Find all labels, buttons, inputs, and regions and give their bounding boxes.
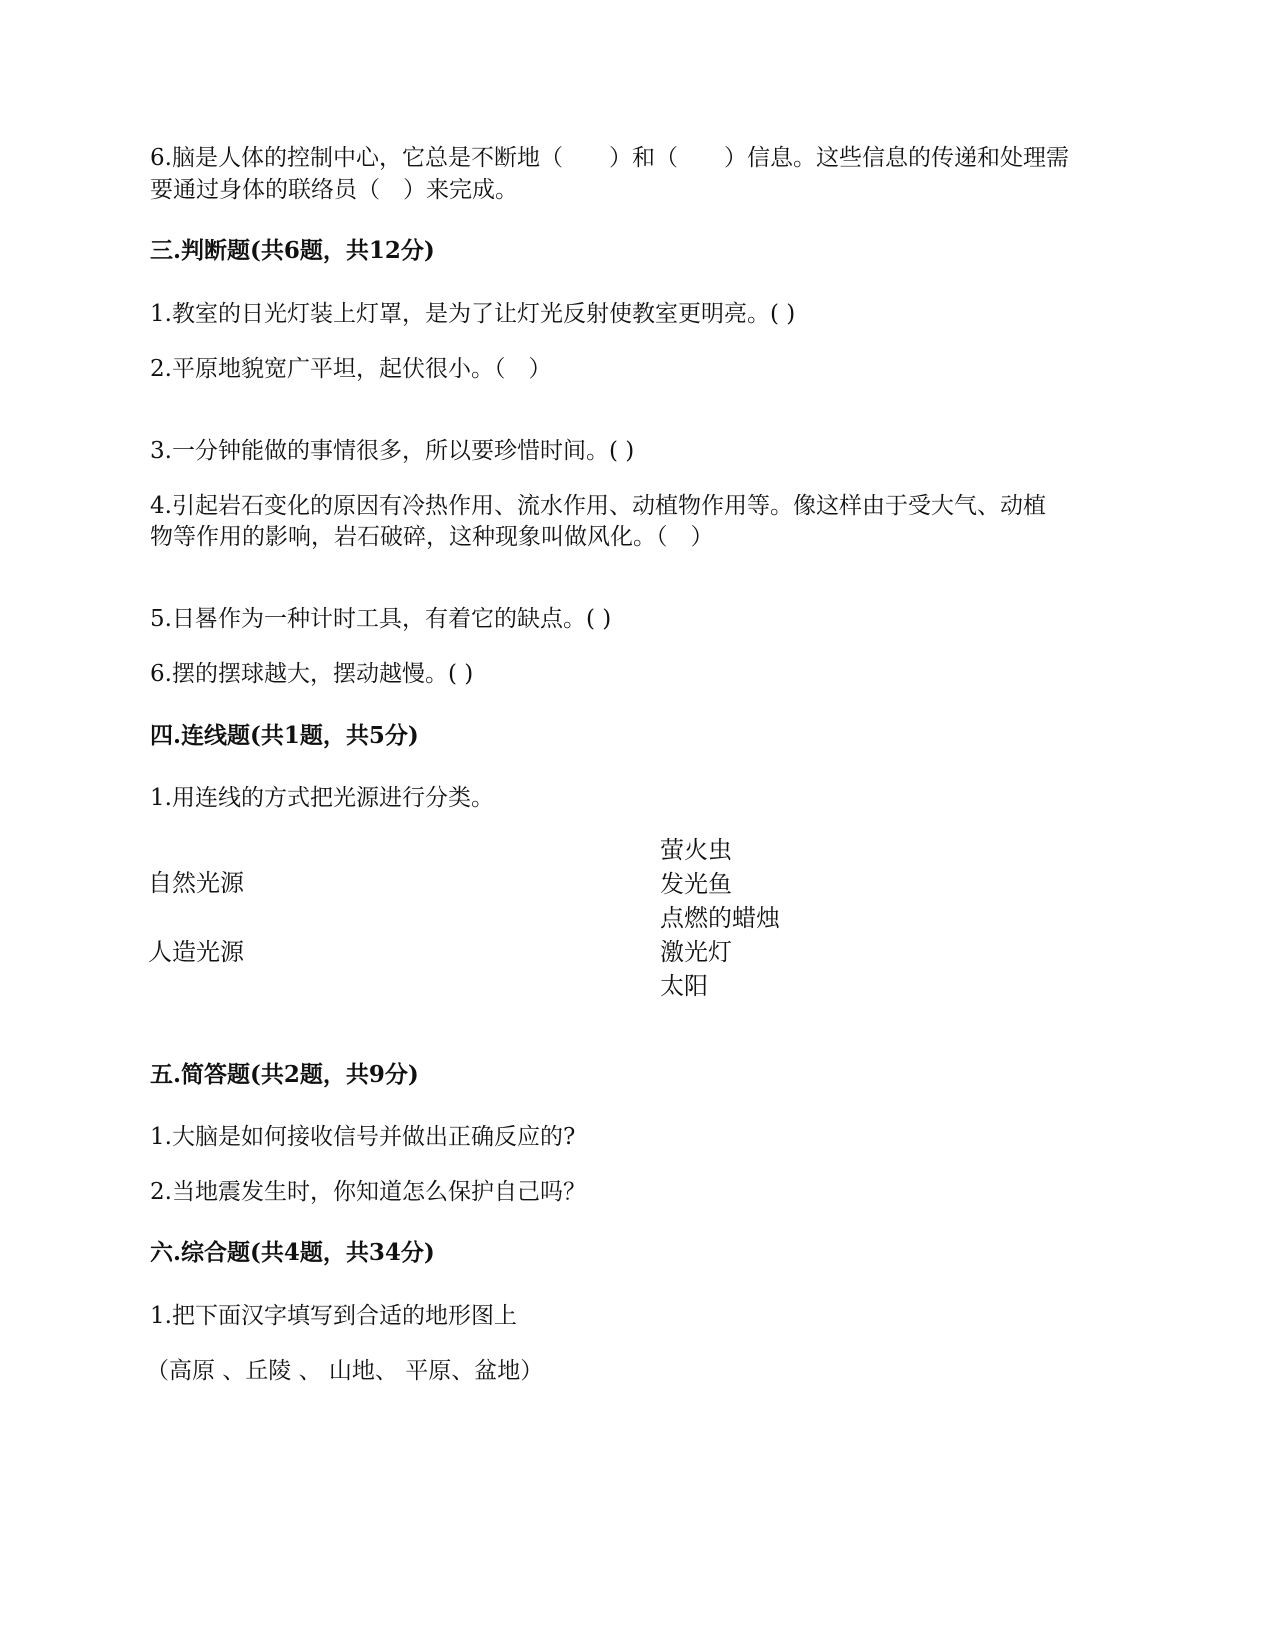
judgment-question-1: 1.教室的日光灯装上灯罩，是为了让灯光反射使教室更明亮。( )	[150, 301, 796, 327]
matching-section-heading: 四.连线题(共1题，共5分)	[150, 722, 419, 749]
judgment-question-6: 6.摆的摆球越大，摆动越慢。( )	[150, 661, 474, 687]
comprehensive-question-1-options: （高原 、丘陵 、 山地、 平原、盆地）	[146, 1358, 544, 1384]
judgment-question-4-line-2: 物等作用的影响，岩石破碎，这种现象叫做风化。（ ）	[150, 524, 714, 550]
matching-right-item-sun: 太阳	[660, 972, 708, 1000]
matching-right-item-glowing-fish: 发光鱼	[660, 870, 732, 898]
short-answer-section-heading: 五.简答题(共2题，共9分)	[150, 1061, 419, 1088]
matching-left-item-natural: 自然光源	[148, 869, 244, 897]
matching-right-item-candle: 点燃的蜡烛	[660, 904, 780, 932]
comprehensive-section-heading: 六.综合题(共4题，共34分)	[150, 1239, 435, 1266]
matching-question-1: 1.用连线的方式把光源进行分类。	[150, 785, 494, 811]
matching-right-item-firefly: 萤火虫	[660, 836, 732, 864]
judgment-question-2: 2.平原地貌宽广平坦，起伏很小。（ ）	[150, 356, 552, 382]
short-answer-question-1: 1.大脑是如何接收信号并做出正确反应的?	[150, 1124, 576, 1150]
comprehensive-question-1: 1.把下面汉字填写到合适的地形图上	[150, 1303, 517, 1329]
fill-blank-question-6-line-2: 要通过身体的联络员（ ）来完成。	[150, 177, 518, 203]
matching-left-item-artificial: 人造光源	[148, 938, 244, 966]
short-answer-question-2: 2.当地震发生时，你知道怎么保护自己吗？	[150, 1179, 586, 1205]
judgment-question-5: 5.日晷作为一种计时工具，有着它的缺点。( )	[150, 606, 612, 632]
matching-right-item-laser: 激光灯	[660, 938, 732, 966]
fill-blank-question-6-line-1: 6.脑是人体的控制中心，它总是不断地（ ）和（ ）信息。这些信息的传递和处理需	[150, 145, 1069, 171]
judgment-question-4-line-1: 4.引起岩石变化的原因有冷热作用、流水作用、动植物作用等。像这样由于受大气、动植	[150, 493, 1046, 519]
judgment-section-heading: 三.判断题(共6题，共12分)	[150, 237, 435, 264]
judgment-question-3: 3.一分钟能做的事情很多，所以要珍惜时间。( )	[150, 438, 635, 464]
